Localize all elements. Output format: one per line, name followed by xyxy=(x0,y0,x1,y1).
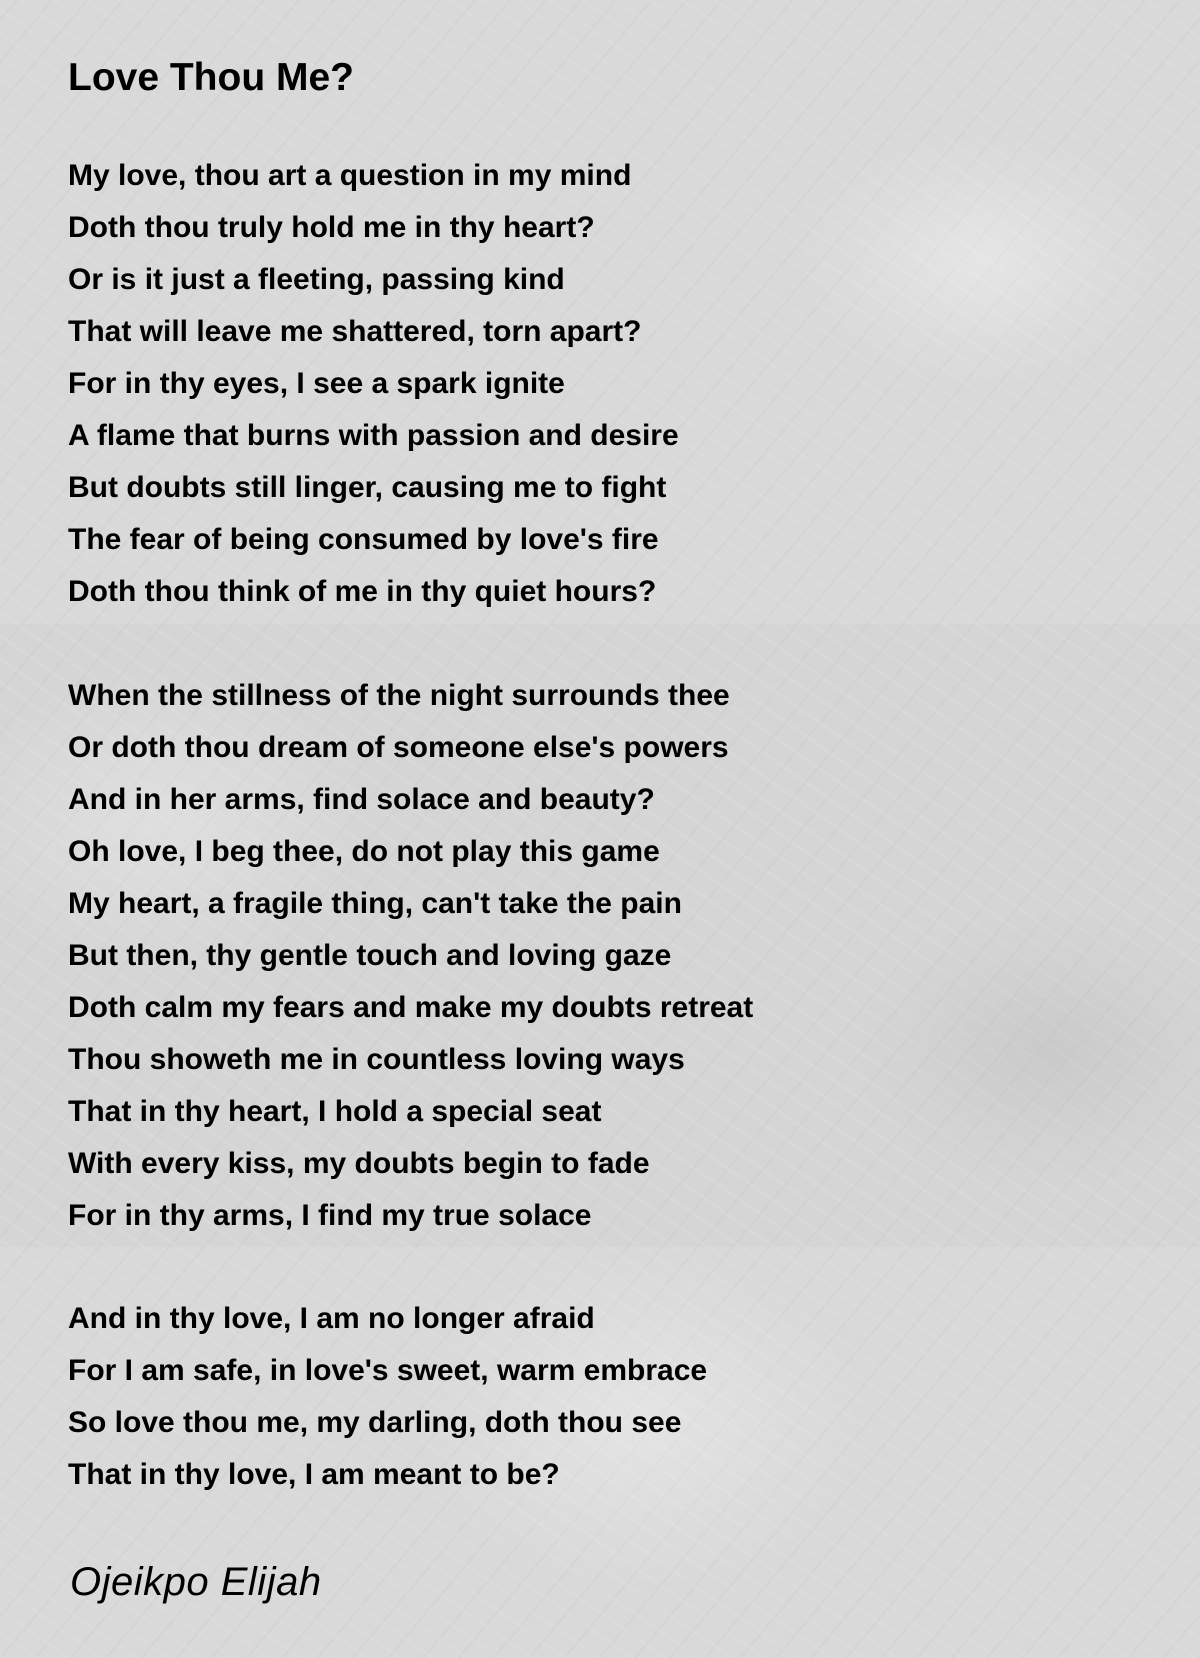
poem-line: Or doth thou dream of someone else's powers xyxy=(68,731,729,764)
poem-line: My love, thou art a question in my mind xyxy=(68,159,632,192)
poem-author: Ojeikpo Elijah xyxy=(70,1560,322,1604)
stanza-2 xyxy=(68,670,753,1242)
stanza-3 xyxy=(68,1293,707,1501)
poem-line: For in thy arms, I find my true solace xyxy=(68,1199,592,1232)
poem-line: When the stillness of the night surrounds thee xyxy=(68,679,730,712)
poem-line: That in thy love, I am meant to be? xyxy=(68,1458,560,1491)
stanza-1 xyxy=(68,150,679,618)
poem-line: Doth thou think of me in thy quiet hours? xyxy=(68,575,657,608)
poem-line: The fear of being consumed by love's fire xyxy=(68,523,659,556)
poem-line: And in her arms, find solace and beauty? xyxy=(68,783,655,816)
poem-line: Doth calm my fears and make my doubts retreat xyxy=(68,991,754,1024)
poem-line: With every kiss, my doubts begin to fade xyxy=(68,1147,650,1180)
poem-line: But doubts still linger, causing me to fight xyxy=(68,471,667,504)
poem-line: That in thy heart, I hold a special seat xyxy=(68,1095,602,1128)
poem-line: Doth thou truly hold me in thy heart? xyxy=(68,211,595,244)
poem-line: Oh love, I beg thee, do not play this game xyxy=(68,835,660,868)
poem-line: And in thy love, I am no longer afraid xyxy=(68,1302,595,1335)
poem-line: For I am safe, in love's sweet, warm embrace xyxy=(68,1354,708,1387)
poem-line: For in thy eyes, I see a spark ignite xyxy=(68,367,565,400)
poem-line: That will leave me shattered, torn apart? xyxy=(68,315,642,348)
poem-line: Or is it just a fleeting, passing kind xyxy=(68,263,565,296)
poem-line: My heart, a fragile thing, can't take the pain xyxy=(68,887,682,920)
poem-line: So love thou me, my darling, doth thou see xyxy=(68,1406,682,1439)
poem-line: Thou showeth me in countless loving ways xyxy=(68,1043,685,1076)
poem-line: A flame that burns with passion and desire xyxy=(68,419,679,452)
poem-title: Love Thou Me? xyxy=(68,56,354,99)
poem-line: But then, thy gentle touch and loving gaze xyxy=(68,939,672,972)
